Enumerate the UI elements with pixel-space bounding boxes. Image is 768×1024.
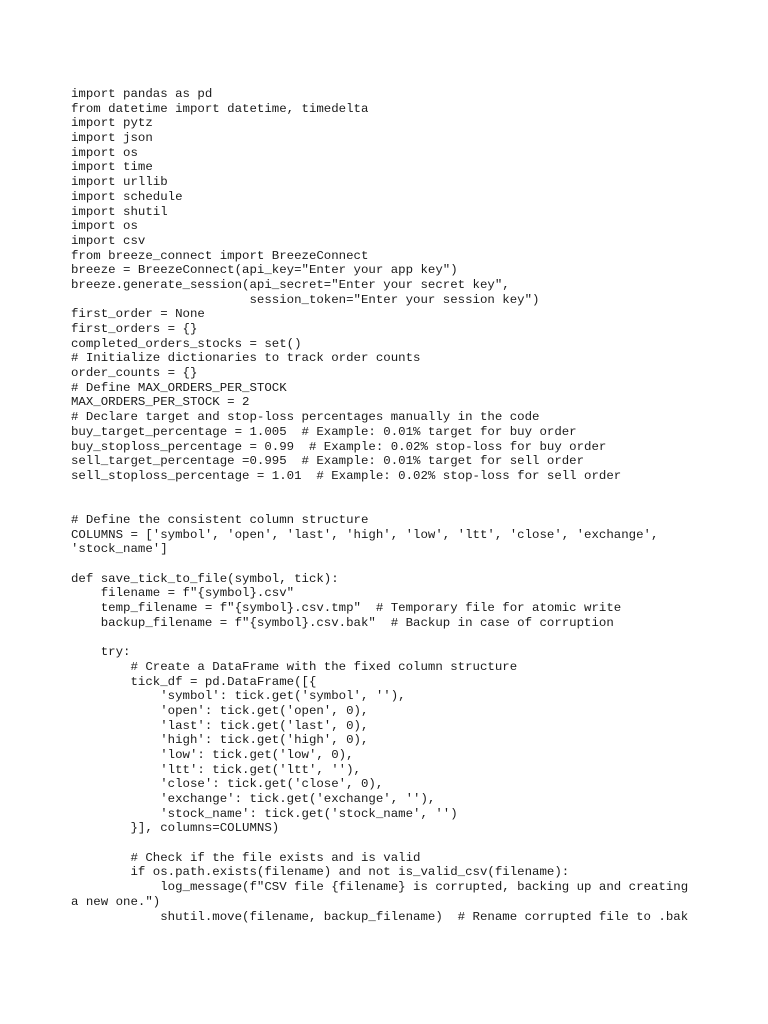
code-line: # Initialize dictionaries to track order counts bbox=[71, 351, 421, 366]
code-line: 'close': tick.get('close', 0), bbox=[71, 777, 384, 792]
code-line: first_order = None bbox=[71, 307, 205, 322]
code-line: # Declare target and stop-loss percentages manually in the code bbox=[71, 410, 540, 425]
code-line: import time bbox=[71, 160, 153, 175]
code-line: first_orders = {} bbox=[71, 322, 198, 336]
code-line: log_message(f"CSV file {filename} is corrupted, backing up and creating bbox=[71, 880, 689, 895]
code-line: shutil.move(filename, backup_filename) # Rename corrupted file to .bak bbox=[71, 909, 689, 924]
code-block bbox=[71, 87, 688, 924]
code-line: 'ltt': tick.get('ltt', ''), bbox=[71, 762, 361, 777]
code-line: # Create a DataFrame with the fixed column structure bbox=[71, 659, 518, 674]
code-line: # Check if the file exists and is valid bbox=[71, 850, 421, 865]
code-line: try: bbox=[71, 645, 131, 660]
code-line: # Define MAX_ORDERS_PER_STOCK bbox=[71, 380, 287, 395]
code-line: import pandas as pd bbox=[71, 87, 213, 101]
code-line: order_counts = {} bbox=[71, 366, 198, 381]
code-line: 'low': tick.get('low', 0), bbox=[71, 747, 354, 762]
code-line: import os bbox=[71, 145, 138, 160]
code-line: if os.path.exists(filename) and not is_valid_csv(filename): bbox=[71, 865, 570, 880]
code-line: 'high': tick.get('high', 0), bbox=[71, 733, 369, 748]
code-line: breeze.generate_session(api_secret="Enter your secret key", bbox=[71, 277, 510, 292]
code-line: sell_stoploss_percentage = 1.01 # Example: 0.02% stop-loss for sell order bbox=[71, 468, 622, 483]
code-line: 'stock_name': tick.get('stock_name', '') bbox=[71, 806, 458, 821]
code-line: import shutil bbox=[71, 204, 168, 219]
code-line: tick_df = pd.DataFrame([{ bbox=[71, 674, 317, 689]
code-line bbox=[71, 484, 688, 499]
code-line bbox=[71, 557, 688, 572]
code-line: a new one.") bbox=[71, 894, 161, 909]
code-line: sell_target_percentage =0.995 # Example: 0.01% target for sell order bbox=[71, 454, 585, 469]
code-line: import schedule bbox=[71, 189, 183, 204]
code-line: import csv bbox=[71, 233, 146, 248]
code-line: def save_tick_to_file(symbol, tick): bbox=[71, 571, 339, 586]
code-line: 'open': tick.get('open', 0), bbox=[71, 703, 369, 718]
code-line: import os bbox=[71, 219, 138, 234]
code-line: import urllib bbox=[71, 175, 168, 190]
code-line: 'last': tick.get('last', 0), bbox=[71, 718, 369, 733]
code-line: MAX_ORDERS_PER_STOCK = 2 bbox=[71, 395, 250, 410]
code-line: 'symbol': tick.get('symbol', ''), bbox=[71, 689, 406, 704]
code-line: completed_orders_stocks = set() bbox=[71, 336, 302, 351]
code-line: }], columns=COLUMNS) bbox=[71, 821, 280, 836]
code-line: session_token="Enter your session key") bbox=[71, 292, 540, 307]
code-line: buy_stoploss_percentage = 0.99 # Example: 0.02% stop-loss for buy order bbox=[71, 439, 607, 454]
code-line: temp_filename = f"{symbol}.csv.tmp" # Temporary file for atomic write bbox=[71, 601, 622, 616]
code-line: import json bbox=[71, 131, 153, 146]
code-line: COLUMNS = ['symbol', 'open', 'last', 'high', 'low', 'ltt', 'close', 'exchange', bbox=[71, 527, 659, 542]
code-line: import pytz bbox=[71, 116, 153, 131]
code-line bbox=[71, 836, 688, 851]
code-line: 'stock_name'] bbox=[71, 542, 168, 557]
code-line: from breeze_connect import BreezeConnect bbox=[71, 248, 369, 263]
code-line: filename = f"{symbol}.csv" bbox=[71, 586, 295, 601]
code-line: 'exchange': tick.get('exchange', ''), bbox=[71, 792, 436, 806]
code-line: breeze = BreezeConnect(api_key="Enter your app key") bbox=[71, 263, 458, 278]
code-line bbox=[71, 630, 688, 645]
code-line: backup_filename = f"{symbol}.csv.bak" # Backup in case of corruption bbox=[71, 615, 614, 630]
code-line bbox=[71, 498, 688, 513]
code-line: # Define the consistent column structure bbox=[71, 512, 369, 527]
code-line: from datetime import datetime, timedelta bbox=[71, 101, 369, 116]
code-line: buy_target_percentage = 1.005 # Example: 0.01% target for buy order bbox=[71, 424, 577, 439]
